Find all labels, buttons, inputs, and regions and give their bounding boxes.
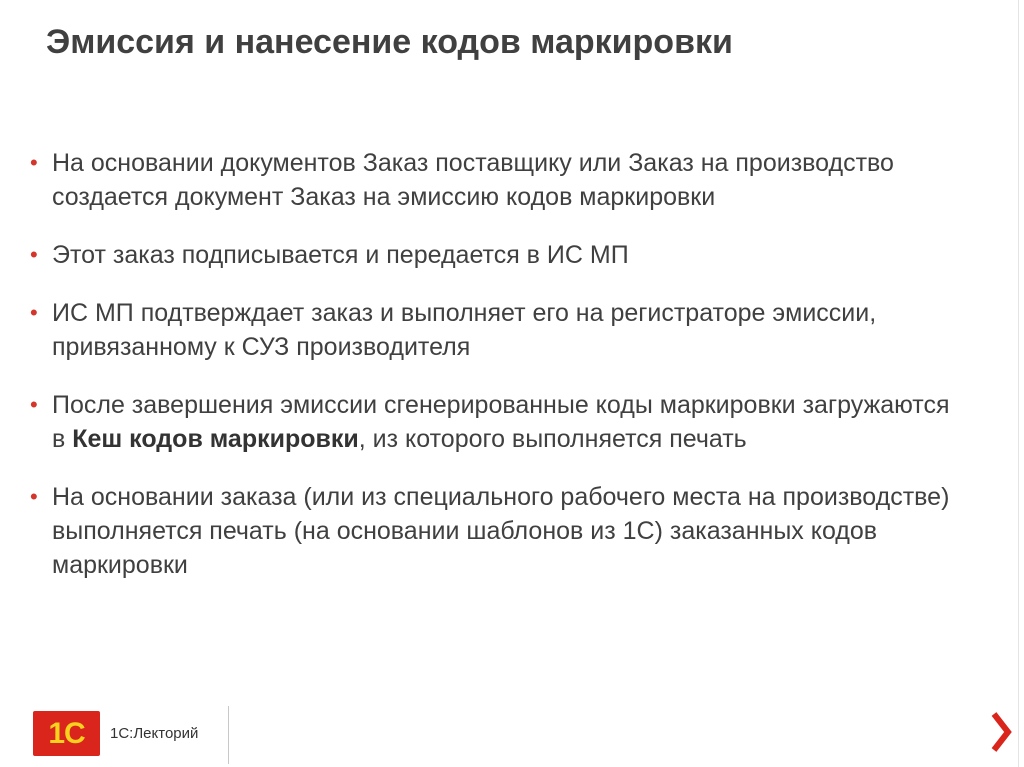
bullet-list bbox=[30, 146, 960, 606]
1c-logo bbox=[33, 711, 100, 756]
bullet-marker: • bbox=[30, 484, 38, 509]
bullet-text: На основании документов Заказ поставщику или Заказ на производство создается документ Заказ на эмиссию кодов маркировки bbox=[52, 149, 894, 211]
bullet-text: На основании заказа (или из специального рабочего места на производстве) выполняется печать (на основании шаблонов из 1С) заказанных кодов маркировки bbox=[52, 483, 950, 579]
bullet-item-4 bbox=[30, 388, 960, 456]
bullet-marker: • bbox=[30, 300, 38, 325]
chevron-right-icon-svg bbox=[988, 708, 1014, 756]
bullet-item-5 bbox=[30, 480, 960, 582]
bullet-text: ИС МП подтверждает заказ и выполняет его на регистраторе эмиссии, привязанному к СУЗ производителя bbox=[52, 299, 877, 361]
chevron-right-icon[interactable] bbox=[988, 708, 1014, 756]
brand-label: 1С:Лекторий bbox=[110, 725, 199, 742]
bullet-item-3 bbox=[30, 296, 960, 364]
bullet-marker: • bbox=[30, 150, 38, 175]
logo-text: 1С bbox=[48, 717, 85, 750]
bold-term: Кеш кодов маркировки bbox=[72, 425, 359, 453]
bullet-marker: • bbox=[30, 392, 38, 417]
slide-title: Эмиссия и нанесение кодов маркировки bbox=[46, 23, 733, 61]
bullet-item-1 bbox=[30, 146, 960, 214]
bullet-text: После завершения эмиссии сгенерированные коды маркировки загружаются в Кеш кодов маркировки, из которого выполняется печать bbox=[52, 391, 950, 453]
bullet-marker: • bbox=[30, 242, 38, 267]
bullet-item-2 bbox=[30, 238, 960, 272]
bullet-text: Этот заказ подписывается и передается в ИС МП bbox=[52, 241, 629, 269]
slide-footer bbox=[0, 700, 1024, 767]
footer-divider bbox=[228, 706, 229, 764]
slide-edge-divider bbox=[1018, 0, 1019, 767]
